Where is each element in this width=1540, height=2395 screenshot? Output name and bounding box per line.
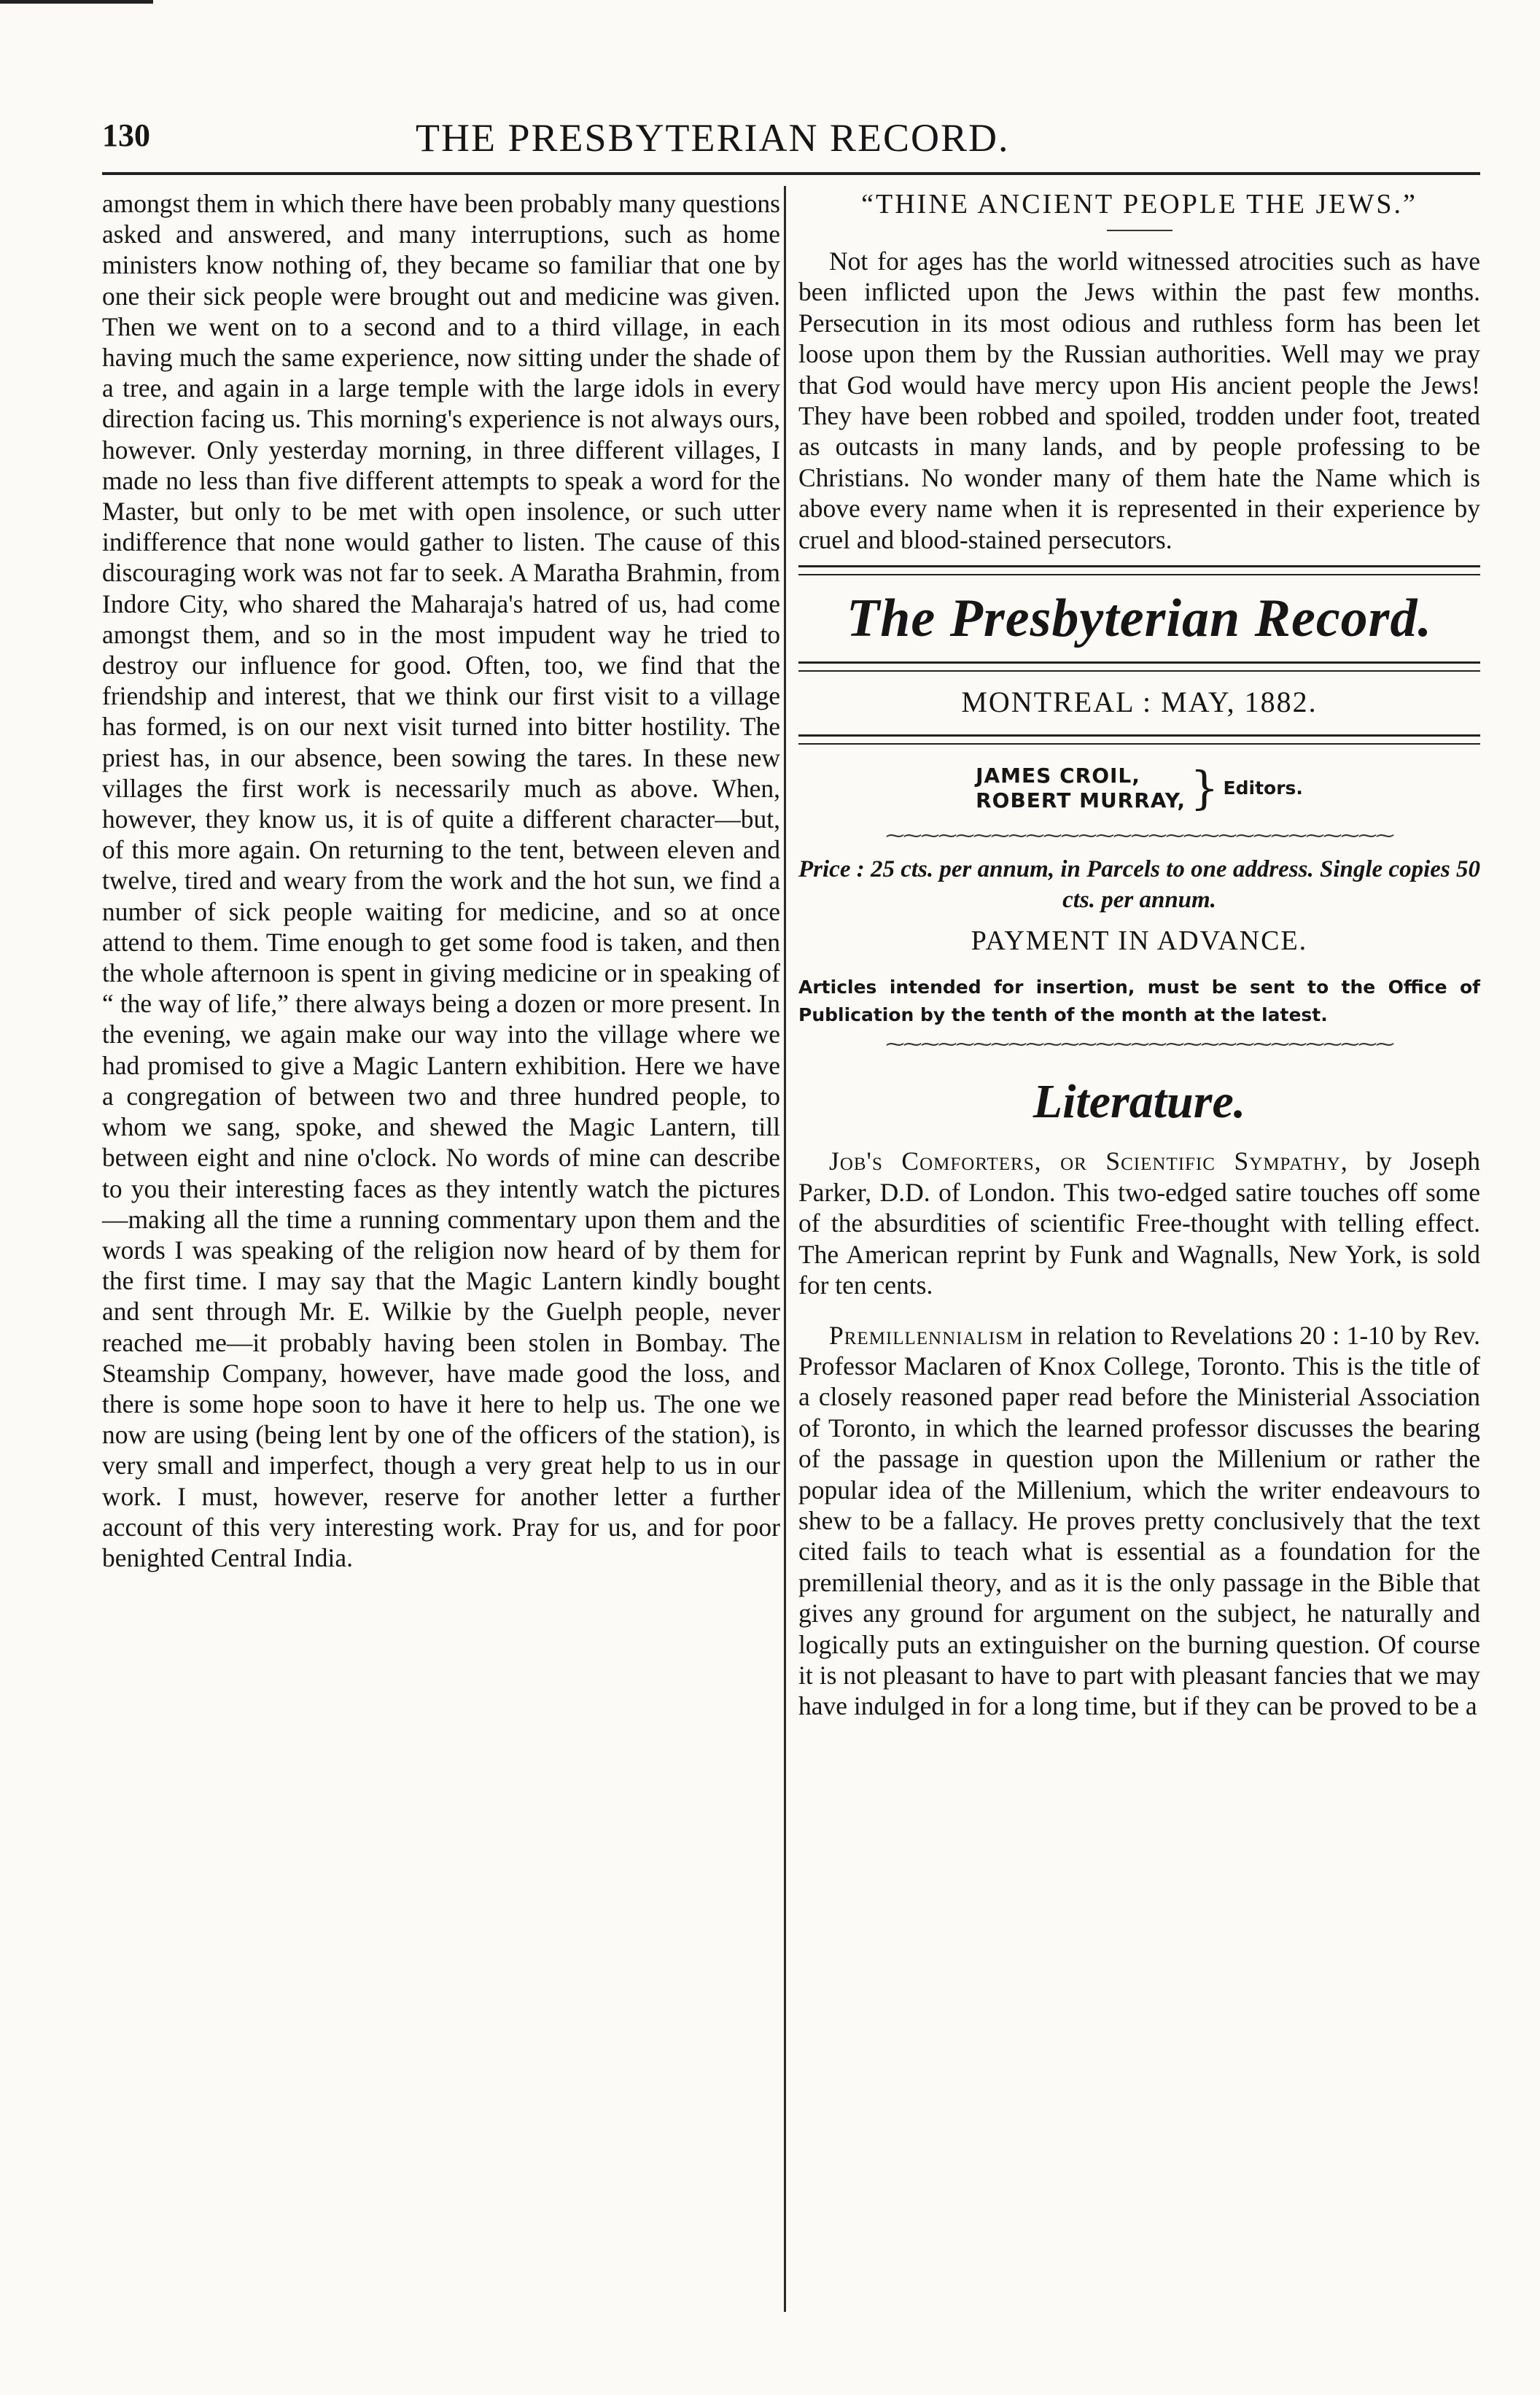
review-item bbox=[798, 1320, 1480, 1722]
page-number: 130 bbox=[102, 117, 150, 153]
dateline-rule bbox=[798, 734, 1480, 745]
masthead: The Presbyterian Record. bbox=[847, 589, 1432, 649]
title-rule bbox=[1107, 230, 1172, 231]
payment-line: PAYMENT IN ADVANCE. bbox=[971, 925, 1308, 957]
editor-name: ROBERT MURRAY, bbox=[976, 788, 1186, 813]
paragraph-gap bbox=[798, 1301, 1480, 1320]
editors-block bbox=[798, 761, 1480, 815]
publication-title: THE PRESBYTERIAN RECORD. bbox=[416, 116, 1010, 160]
review-text: by Joseph Parker, D.D. of London. This two-edged satire touches off some of the absurdities of scientific Free-thought with telling effect. The American reprint by Funk and Wagnalls, New York, is sold for ten cents. bbox=[798, 1146, 1481, 1300]
editor-name: JAMES CROIL, bbox=[976, 764, 1140, 788]
review-title: Job's Comforters, or Scientific Sympathy, bbox=[829, 1146, 1348, 1176]
top-rule bbox=[0, 0, 153, 4]
letter-continuation-text: amongst them in which there have been probably many questions asked and answered, and many interruptions, such as home ministers know nothing of, they became so familiar that one by one their sick people were brought out and medicine was given. Then we went on to a second and to a third village, in each having much the same experience, now sitting under the shade of a tree, and again in a large temple with the large idols in every direction facing us. This morning's experience is not always ours, however. Only yesterday morning, in three different villages, I made no less than five different attempts to speak a word for the Master, but only to be met with open insolence, or such utter indifference that none would gather to listen. The cause of this discouraging work was not far to seek. A Maratha Brahmin, from Indore City, who shared the Maharaja's hatred of us, had come amongst them, and so in the most impudent way he tried to destroy our influence for good. Often, too, we find that the friendship and interest, that we think our first visit to a village has formed, is on our next visit turned into bitter hostility. The priest has, in our absence, been sowing the tares. In these new villages the first work is necessarily much as above. When, however, they know us, it is of quite a different character—but, of this more again. On returning to the tent, between eleven and twelve, tired and weary from the work and the hot sun, we find a number of sick people waiting for medicine, and so at once attend to them. Time enough to get some food is taken, and then the whole afternoon is spent in giving medicine or in speaking of “ the way of life,” there always being a dozen or more present. In the evening, we again make our way into the village where we had promised to give a Magic Lantern exhibition. Here we have a congregation of between two and three hundred people, to whom we sang, spoke, and shewed the Magic Lantern, till between eight and nine o'clock. No words of mine can describe to you their interesting faces as they intently watch the pictures—making all the time a running commentary upon them and the words I was speaking of the religion now heard of by them for the first time. I may say that the Magic Lantern kindly bought and sent through Mr. E. Wilkie by the Guelph people, never reached me—it probably having been stolen in Bombay. The Steamship Company, however, have made good the loss, and there is some hope soon to have it here to help us. The one we now are using (being lent by one of the officers of the station), is very small and imperfect, though a very great help to us in our work. I must, however, reserve for another letter a further account of this very interesting work. Pray for us, and for poor benighted Central India. bbox=[102, 189, 780, 1572]
masthead-rule-bottom bbox=[798, 661, 1480, 672]
editor-names bbox=[976, 764, 1186, 813]
review-title: Premillennialism bbox=[829, 1320, 1024, 1350]
masthead-rule-top bbox=[798, 565, 1480, 575]
wavy-rule: ⁓⁓⁓⁓⁓⁓⁓⁓⁓⁓⁓⁓⁓⁓⁓⁓⁓⁓⁓⁓⁓⁓⁓⁓⁓⁓⁓⁓⁓ bbox=[885, 825, 1393, 847]
dateline: MONTREAL : MAY, 1882. bbox=[961, 686, 1318, 719]
literature-heading: Literature. bbox=[1032, 1075, 1246, 1129]
price-line: Price : 25 cts. per annum, in Parcels to one address. Single copies 50 cts. per annum. bbox=[798, 856, 1480, 914]
header-rule bbox=[102, 172, 1480, 175]
left-column bbox=[102, 188, 780, 2303]
articles-notice: Articles intended for insertion, must be sent to the Office of Publication by the tenth of the month at the latest. bbox=[798, 977, 1480, 1026]
column-divider bbox=[784, 186, 786, 2312]
page-header bbox=[102, 109, 1480, 168]
editors-role: Editors. bbox=[1223, 777, 1303, 799]
brace-glyph: } bbox=[1190, 761, 1219, 815]
article-title: “THINE ANCIENT PEOPLE THE JEWS.” bbox=[861, 189, 1418, 220]
wavy-rule: ⁓⁓⁓⁓⁓⁓⁓⁓⁓⁓⁓⁓⁓⁓⁓⁓⁓⁓⁓⁓⁓⁓⁓⁓⁓⁓⁓⁓⁓ bbox=[885, 1033, 1393, 1055]
right-column bbox=[798, 188, 1480, 2303]
review-text: in relation to Revelations 20 : 1-10 by Rev. Professor Maclaren of Knox College, Toronto. This is the title of a closely reasoned paper read before the Ministerial Association of Toronto, in which the learned professor discusses the bearing of the passage in question upon the Millenium or rather the popular idea of the Millenium, which the writer endeavours to shew to be a fallacy. He proves pretty conclusively that the text cited fails to teach what is essential as a foundation for the premillenial theory, and as it is the only passage in the Bible that gives any ground for argument on the subject, he naturally and logically puts an extinguisher on the burning question. Of course it is not pleasant to have to part with pleasant fancies that we may have indulged in for a long time, but if they can be proved to be a bbox=[798, 1320, 1480, 1721]
article-text: Not for ages has the world witnessed atrocities such as have been inflicted upon the Jews within the past few months. Persecution in its most odious and ruthless form has been let loose upon them by the Russian authorities. Well may we pray that God would have mercy upon His ancient people the Jews! They have been robbed and spoiled, trodden under foot, treated as outcasts in many lands, and by people professing to be Christians. No wonder many of them hate the Name which is above every name when it is represented in their experience by cruel and blood-stained persecutors. bbox=[798, 247, 1480, 554]
review-item bbox=[798, 1146, 1480, 1300]
